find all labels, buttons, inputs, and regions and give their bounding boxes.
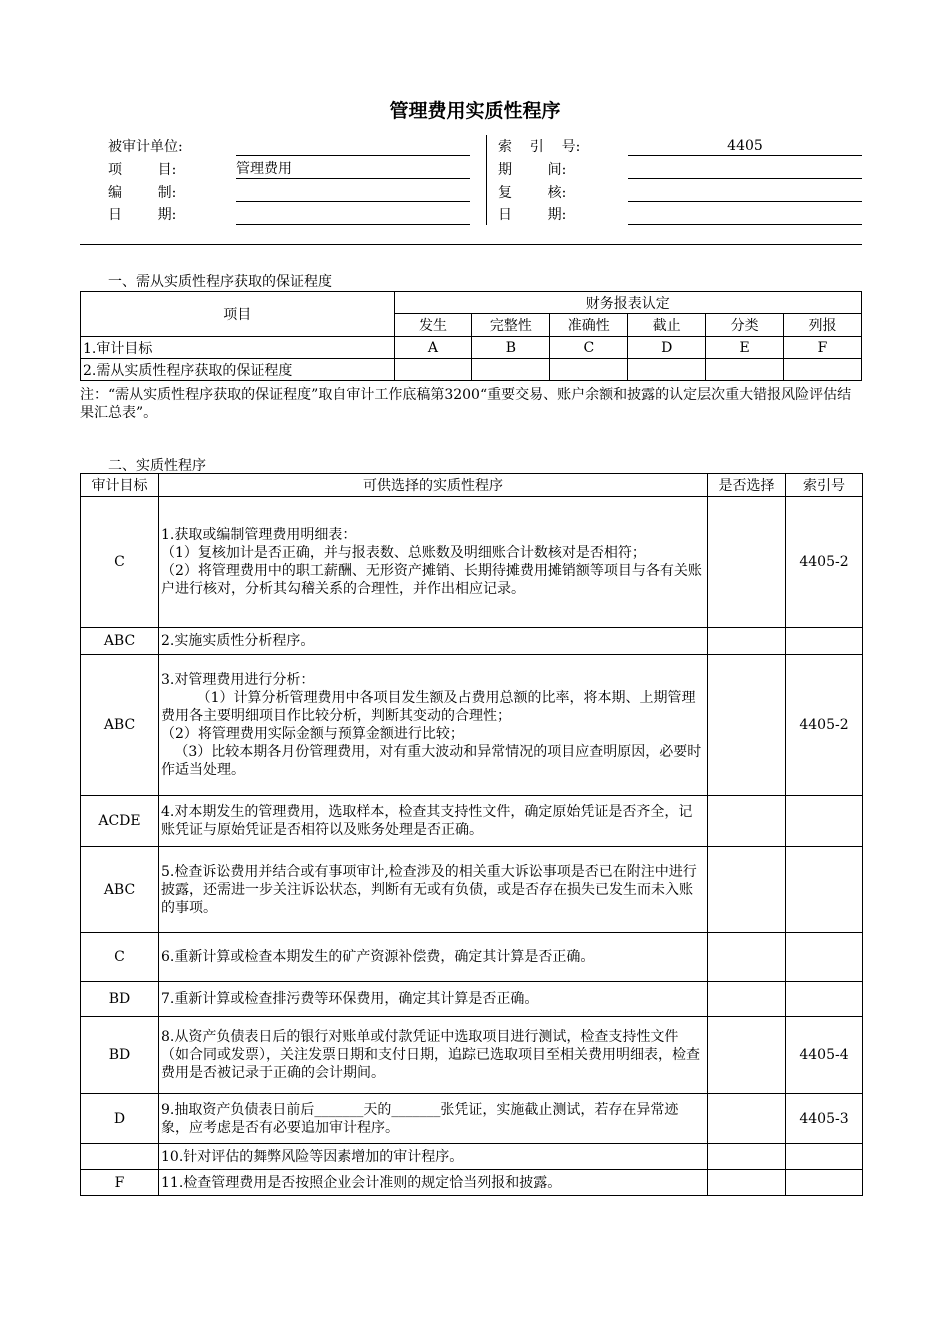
selected-cell[interactable] — [708, 497, 786, 628]
audit-target-cell: ABC — [81, 628, 159, 655]
table-row — [81, 982, 863, 1017]
table-row — [81, 1094, 863, 1144]
selected-cell[interactable] — [708, 1094, 786, 1144]
selected-cell[interactable] — [708, 847, 786, 933]
col-procedure: 可供选择的实质性程序 — [159, 474, 708, 497]
index-cell: 4405-2 — [786, 655, 863, 796]
section1-note: 注：“需从实质性程序获取的保证程度”取自审计工作底稿第3200“重要交易、账户余额和披露的认定层次重大错报风险评估结果汇总表”。 — [80, 387, 852, 421]
selected-cell[interactable] — [708, 628, 786, 655]
selected-cell[interactable] — [708, 982, 786, 1017]
audited-entity-field[interactable] — [236, 137, 470, 156]
assertion-col-presentation: 列报 — [784, 314, 862, 337]
date-field[interactable] — [236, 206, 470, 225]
table-cell: C — [550, 337, 628, 359]
table-row — [81, 628, 863, 655]
selected-cell[interactable] — [708, 796, 786, 847]
table-cell[interactable] — [706, 359, 784, 381]
table-cell: E — [706, 337, 784, 359]
table-row — [81, 1144, 863, 1170]
index-cell: 4405-4 — [786, 1017, 863, 1094]
procedure-cell: 2.实施实质性分析程序。 — [159, 628, 708, 655]
table-row — [81, 1017, 863, 1094]
date-label: 日 期: — [108, 207, 177, 223]
index-cell — [786, 1170, 863, 1196]
item-header: 项目 — [81, 292, 395, 337]
audit-target-cell: F — [81, 1170, 159, 1196]
review-date-field[interactable] — [628, 206, 862, 225]
selected-cell[interactable] — [708, 1144, 786, 1170]
table-row — [81, 1170, 863, 1196]
col-index: 索引号 — [786, 474, 863, 497]
table-cell[interactable] — [394, 359, 472, 381]
assertion-group-header: 财务报表认定 — [394, 292, 861, 314]
row-label: 1.审计目标 — [81, 337, 395, 359]
period-field[interactable] — [628, 160, 862, 179]
item-field[interactable]: 管理费用 — [236, 160, 470, 179]
row-label: 2.需从实质性程序获取的保证程度 — [81, 359, 395, 381]
table-row — [81, 655, 863, 796]
index-no-label: 索 引 号: — [498, 139, 581, 155]
assertion-col-occurrence: 发生 — [394, 314, 472, 337]
audit-target-cell: ABC — [81, 655, 159, 796]
procedure-cell: 8.从资产负债表日后的银行对账单或付款凭证中选取项目进行测试，检查支持性文件（如合同或发票），关注发票日期和支付日期，追踪已选取项目至相关费用明细表，检查费用是否被记录于正确的会计期间。 — [159, 1017, 708, 1094]
procedure-cell: 6.重新计算或检查本期发生的矿产资源补偿费，确定其计算是否正确。 — [159, 933, 708, 982]
index-cell — [786, 628, 863, 655]
index-cell — [786, 796, 863, 847]
procedure-cell: 11.检查管理费用是否按照企业会计准则的规定恰当列报和披露。 — [159, 1170, 708, 1196]
table-row — [81, 847, 863, 933]
procedure-cell: 3.对管理费用进行分析： （1）计算分析管理费用中各项目发生额及占费用总额的比率，将本期、上期管理费用各主要明细项目作比较分析，判断其变动的合理性； （2）将管理费用实际金额与预算金额进行比较； （3）比较本期各月份管理费用，对有重大波动和异常情况的项目应查明原因，必要时作适当处理。 — [159, 655, 708, 796]
assurance-table — [80, 291, 862, 381]
audit-target-cell: C — [81, 933, 159, 982]
index-cell — [786, 982, 863, 1017]
procedures-table — [80, 473, 863, 1196]
procedure-cell: 1.获取或编制管理费用明细表： （1）复核加计是否正确，并与报表数、总账数及明细账合计数核对是否相符； （2）将管理费用中的职工薪酬、无形资产摊销、长期待摊费用摊销额等项目与各有关账户进行核对，分析其勾稽关系的合理性，并作出相应记录。 — [159, 497, 708, 628]
reviewer-label: 复 核: — [498, 185, 567, 201]
table-cell: F — [784, 337, 862, 359]
audit-target-cell: BD — [81, 1017, 159, 1094]
assertion-col-classification: 分类 — [706, 314, 784, 337]
procedure-cell: 10.针对评估的舞弊风险等因素增加的审计程序。 — [159, 1144, 708, 1170]
page-title: 管理费用实质性程序 — [389, 100, 561, 122]
index-cell: 4405-2 — [786, 497, 863, 628]
index-no-field[interactable]: 4405 — [628, 137, 862, 156]
table-cell: D — [628, 337, 706, 359]
audit-target-cell: C — [81, 497, 159, 628]
section1-heading: 一、需从实质性程序获取的保证程度 — [108, 274, 332, 290]
selected-cell[interactable] — [708, 1017, 786, 1094]
table-cell[interactable] — [472, 359, 550, 381]
procedure-cell: 9.抽取资产负债表日前后_______天的_______张凭证，实施截止测试，若存在异常迹象，应考虑是否有必要追加审计程序。 — [159, 1094, 708, 1144]
procedure-cell: 7.重新计算或检查排污费等环保费用，确定其计算是否正确。 — [159, 982, 708, 1017]
table-row — [81, 933, 863, 982]
selected-cell[interactable] — [708, 655, 786, 796]
procedure-cell: 4.对本期发生的管理费用，选取样本，检查其支持性文件，确定原始凭证是否齐全，记账凭证与原始凭证是否相符以及账务处理是否正确。 — [159, 796, 708, 847]
assertion-col-accuracy: 准确性 — [550, 314, 628, 337]
prepared-by-label: 编 制: — [108, 185, 177, 201]
table-cell[interactable] — [550, 359, 628, 381]
table-row — [81, 337, 862, 359]
section2-heading: 二、实质性程序 — [108, 458, 206, 474]
col-selected: 是否选择 — [708, 474, 786, 497]
index-cell — [786, 847, 863, 933]
selected-cell[interactable] — [708, 933, 786, 982]
assertion-col-completeness: 完整性 — [472, 314, 550, 337]
reviewer-field[interactable] — [628, 183, 862, 202]
index-cell — [786, 1144, 863, 1170]
table-cell[interactable] — [784, 359, 862, 381]
index-cell: 4405-3 — [786, 1094, 863, 1144]
header-bottom-rule — [80, 244, 862, 245]
audited-entity-label: 被审计单位: — [108, 139, 183, 155]
header-divider — [486, 135, 487, 225]
col-audit-target: 审计目标 — [81, 474, 159, 497]
procedure-cell: 5.检查诉讼费用并结合或有事项审计,检查涉及的相关重大诉讼事项是否已在附注中进行披露，还需进一步关注诉讼状态，判断有无或有负债，或是否存在损失已发生而未入账的事项。 — [159, 847, 708, 933]
audit-target-cell — [81, 1144, 159, 1170]
table-row — [81, 497, 863, 628]
selected-cell[interactable] — [708, 1170, 786, 1196]
prepared-by-field[interactable] — [236, 183, 470, 202]
audit-target-cell: ABC — [81, 847, 159, 933]
audit-target-cell: ACDE — [81, 796, 159, 847]
table-cell[interactable] — [628, 359, 706, 381]
table-cell: B — [472, 337, 550, 359]
assertion-col-cutoff: 截止 — [628, 314, 706, 337]
item-label: 项 目: — [108, 162, 177, 178]
table-row — [81, 796, 863, 847]
audit-target-cell: BD — [81, 982, 159, 1017]
audit-target-cell: D — [81, 1094, 159, 1144]
table-row — [81, 359, 862, 381]
table-cell: A — [394, 337, 472, 359]
review-date-label: 日 期: — [498, 207, 567, 223]
period-label: 期 间: — [498, 162, 567, 178]
index-cell — [786, 933, 863, 982]
